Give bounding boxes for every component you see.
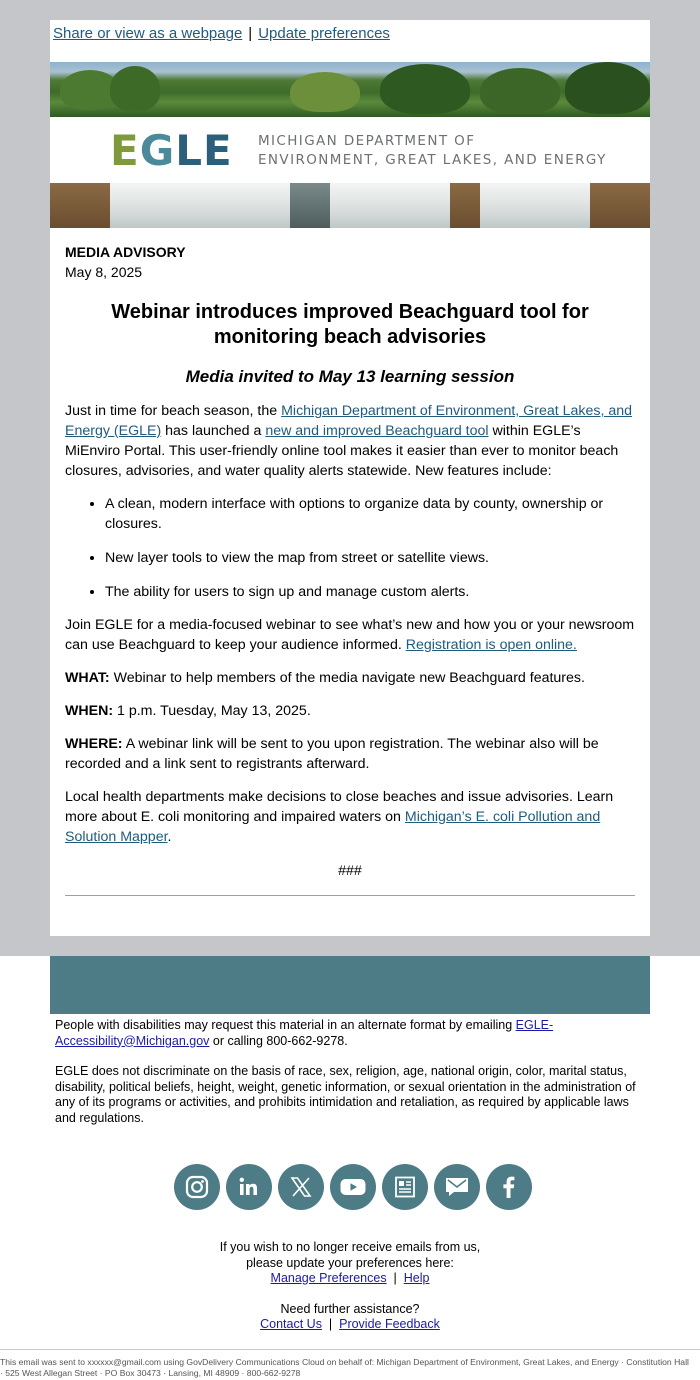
forest-photo xyxy=(50,62,650,117)
social-icons xyxy=(174,1164,532,1210)
article-content xyxy=(65,242,635,896)
ecoli-mapper-link[interactable]: Michigan’s E. coli Pollution and Solution Mapper xyxy=(65,809,601,845)
what-paragraph: WHAT: Webinar to help members of the media navigate new Beachguard features. xyxy=(65,670,585,686)
join-paragraph: Join EGLE for a media-focused webinar to see what’s new and how you or your newsroom can use Beachguard to keep your audience informed. Registration is open online. xyxy=(65,617,635,653)
nondiscrimination-notice: EGLE does not discriminate on the basis of race, sex, religion, age, national origin, color, marital status, disability, political beliefs, height, weight, genetic information, or sexual orientation in the administration of any of its programs or activities, and prohibits intimidation and retaliation, as required by applicable laws and regulations. xyxy=(55,1064,636,1125)
egle-logo: EGLE xyxy=(110,126,233,175)
unsubscribe-line-1: If you wish to no longer receive emails from us, xyxy=(219,1240,481,1254)
update-preferences-link[interactable]: Update preferences xyxy=(258,25,390,42)
header-separator: | xyxy=(248,25,253,42)
advisory-date: May 8, 2025 xyxy=(65,264,143,280)
facebook-icon[interactable] xyxy=(486,1164,532,1210)
contact-links: Contact Us | Provide Feedback xyxy=(260,1317,440,1331)
accessibility-notice: People with disabilities may request this material in an alternate format by emailing EGLE-Accessibility@Michigan.gov or calling 800-662-9278. xyxy=(55,1018,554,1048)
where-paragraph: WHERE: A webinar link will be sent to you upon registration. The webinar also will be recorded and a link sent to registrants afterward. xyxy=(65,736,599,772)
department-name: MICHIGAN DEPARTMENT OF ENVIRONMENT, GREAT LAKES, AND ENERGY xyxy=(258,133,607,168)
accessibility-email-link[interactable]: EGLE-Accessibility@Michigan.gov xyxy=(55,1018,554,1048)
bottom-divider xyxy=(0,1349,700,1350)
x-icon[interactable] xyxy=(278,1164,324,1210)
header-links xyxy=(53,24,390,44)
youtube-icon[interactable] xyxy=(330,1164,376,1210)
headline: Webinar introduces improved Beachguard tool for monitoring beach advisories xyxy=(111,301,589,348)
egle-banner xyxy=(50,62,650,228)
email-icon[interactable] xyxy=(434,1164,480,1210)
footer-text xyxy=(55,1018,645,1141)
health-paragraph: Local health departments make decisions to close beaches and issue advisories. Learn more about E. coli monitoring and impaired waters on Michigan’s E. coli Pollution and Solution Mapper. xyxy=(65,789,614,845)
list-item: • A clean, modern interface with options to organize data by county, ownership or closures. xyxy=(105,494,635,534)
share-webpage-link[interactable]: Share or view as a webpage xyxy=(53,25,243,42)
when-paragraph: WHEN: 1 p.m. Tuesday, May 13, 2025. xyxy=(65,703,311,719)
unsubscribe-line-2: please update your preferences here: xyxy=(246,1255,454,1270)
manage-preferences-link[interactable]: Manage Preferences xyxy=(270,1271,387,1285)
list-item: • The ability for users to sign up and manage custom alerts. xyxy=(105,582,635,602)
subheadline: Media invited to May 13 learning session xyxy=(185,367,515,386)
divider xyxy=(65,895,635,896)
help-link[interactable]: Help xyxy=(403,1271,430,1285)
egle-link[interactable]: Michigan Department of Environment, Great Lakes, and Energy (EGLE) xyxy=(65,403,633,439)
beachguard-tool-link[interactable]: new and improved Beachguard tool xyxy=(265,423,489,439)
footer-banner-bar xyxy=(50,956,650,1014)
provide-feedback-link[interactable]: Provide Feedback xyxy=(339,1317,440,1331)
waterfall-photo xyxy=(50,183,650,228)
registration-link[interactable]: Registration is open online. xyxy=(405,637,577,653)
feature-list xyxy=(65,494,635,602)
assistance-label: Need further assistance? xyxy=(280,1301,420,1316)
delivery-fineprint: This email was sent to xxxxxx@gmail.com using GovDelivery Communications Cloud on behalf of: Michigan Department of Environment, Great Lakes, and Energy · Constitution Hall · 525 West Allegan Street · PO Box 30473 · Lansing, MI 48909 · 800-662-9278 xyxy=(0,1357,689,1378)
newsletter-icon[interactable] xyxy=(382,1164,428,1210)
contact-us-link[interactable]: Contact Us xyxy=(260,1317,322,1331)
media-advisory-label: MEDIA ADVISORY xyxy=(65,244,186,260)
preferences-links: Manage Preferences | Help xyxy=(270,1271,430,1285)
end-mark: ### xyxy=(338,863,362,879)
instagram-icon[interactable] xyxy=(174,1164,220,1210)
logo-band xyxy=(50,117,650,183)
list-item: • New layer tools to view the map from street or satellite views. xyxy=(105,548,635,568)
unsubscribe-section xyxy=(0,1240,700,1333)
linkedin-icon[interactable] xyxy=(226,1164,272,1210)
intro-paragraph: Just in time for beach season, the Michigan Department of Environment, Great Lakes, and Energy (EGLE) has launched a new and improved Beachguard tool within EGLE’s MiEnviro Portal. This user-friendly online tool makes it easier than ever to monitor beach closures, advisories, and water quality alerts statewide. New features include: xyxy=(65,403,633,479)
